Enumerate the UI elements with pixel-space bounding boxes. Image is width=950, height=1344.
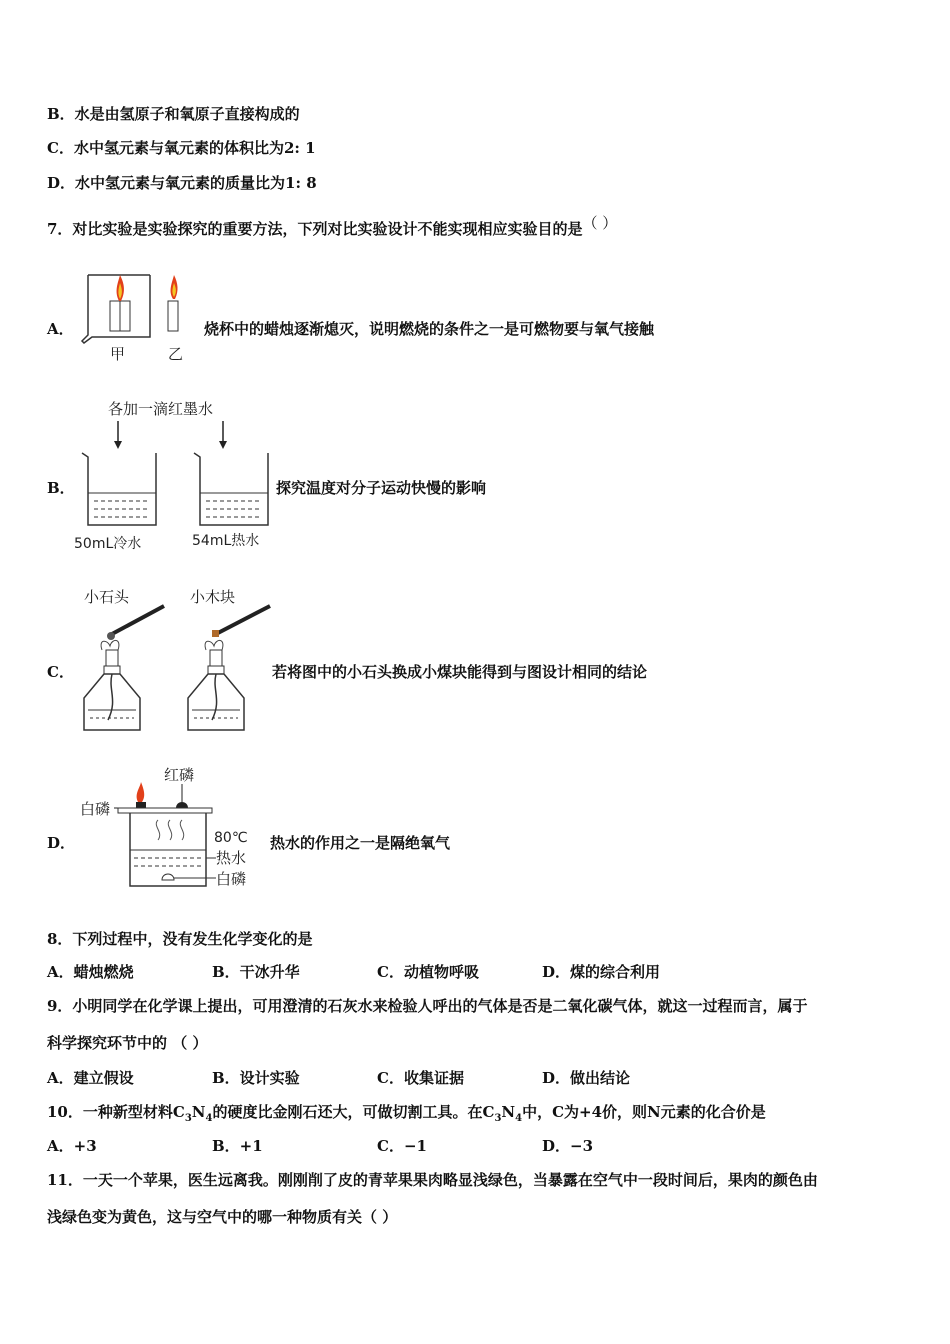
q7-stem-text: 7．对比实验是实验探究的重要方法，下列对比实验设计不能实现相应实验目的是	[47, 220, 583, 238]
q7b-left-caption: 50mL冷水	[74, 536, 142, 552]
q10-n: N	[191, 1103, 206, 1121]
q7d-white-phosphorus-label: 白磷	[80, 800, 111, 818]
q7c-stone-label: 小石头	[84, 588, 130, 606]
q7d-temp-label: 80℃	[214, 830, 248, 846]
q7d-red-phosphorus-label: 红磷	[164, 766, 195, 784]
q10-sub-4b: 4	[515, 1113, 523, 1124]
q8-option-a: A．蜡烛燃烧	[47, 963, 134, 981]
q11-stem-line2: 浅绿色变为黄色，这与空气中的哪一种物质有关（ ）	[47, 1208, 398, 1226]
q9-option-d: D．做出结论	[542, 1069, 631, 1087]
q7c-text: 若将图中的小石头换成小煤块能得到与图设计相同的结论	[272, 663, 648, 681]
q7d-phosphorus-figure	[78, 762, 263, 892]
q7d-text: 热水的作用之一是隔绝氧气	[270, 834, 451, 852]
q10-option-a: A．+3	[47, 1137, 97, 1155]
q6-option-b: B．水是由氢原子和氧原子直接构成的	[47, 105, 300, 123]
q7a-text: 烧杯中的蜡烛逐渐熄灭，说明燃烧的条件之一是可燃物要与氧气接触	[204, 320, 655, 338]
q7c-wood-label: 小木块	[190, 588, 236, 606]
q9-stem-line2: 科学探究环节中的 （ ）	[47, 1034, 208, 1052]
q8-option-d: D．煤的综合利用	[542, 963, 661, 981]
q6-option-d: D．水中氢元素与氧元素的质量比为1: 8	[47, 174, 317, 192]
q8-option-c: C．动植物呼吸	[377, 963, 479, 981]
q10-sub-3: 3	[184, 1113, 192, 1124]
q10-sub-4: 4	[205, 1113, 213, 1124]
q10-stem	[47, 1101, 766, 1124]
q7b-text: 探究温度对分子运动快慢的影响	[276, 479, 487, 497]
q10-stem-c: 中，C为+4价，则N元素的化合价是	[522, 1103, 766, 1121]
q7a-candle-figure	[80, 265, 200, 365]
q7-stem	[47, 214, 618, 239]
q7b-right-caption: 54mL热水	[192, 533, 260, 549]
q10-option-b: B．+1	[212, 1137, 263, 1155]
q6-option-c: C．水中氢元素与氧元素的体积比为2: 1	[47, 139, 316, 157]
q7a-label-jia: 甲	[110, 345, 126, 363]
q7d-label: D．	[47, 834, 76, 852]
q10-sub-3b: 3	[494, 1113, 502, 1124]
q7a-label-yi: 乙	[168, 345, 184, 363]
q7b-top-label: 各加一滴红墨水	[108, 400, 214, 418]
q10-n-b: N	[501, 1103, 516, 1121]
q8-stem: 8．下列过程中，没有发生化学变化的是	[47, 930, 313, 948]
q7d-white-phosphorus-water-label: 白磷	[216, 870, 247, 888]
q7a-label: A．	[47, 320, 74, 338]
q7b-beaker-figure	[70, 395, 270, 555]
q9-option-c: C．收集证据	[377, 1069, 464, 1087]
q7c-label: C．	[47, 663, 74, 681]
q10-stem-b: 的硬度比金刚石还大，可做切割工具。在C	[212, 1103, 495, 1121]
q7b-label: B．	[47, 479, 75, 497]
q10-stem-a: 10．一种新型材料C	[47, 1103, 185, 1121]
q11-stem-line1: 11．一天一个苹果，医生远离我。刚刚削了皮的青苹果果肉略显浅绿色，当暴露在空气中一段时间后，果肉的颜色由	[47, 1171, 818, 1189]
q9-option-a: A．建立假设	[47, 1069, 134, 1087]
q7-answer-paren: （ ）	[582, 214, 618, 232]
q9-stem-line1: 9．小明同学在化学课上提出，可用澄清的石灰水来检验人呼出的气体是否是二氧化碳气体，就这一过程而言，属于	[47, 997, 808, 1015]
q9-option-b: B．设计实验	[212, 1069, 300, 1087]
q10-option-c: C．−1	[377, 1137, 427, 1155]
q7c-alcohol-lamp-figure	[78, 580, 278, 742]
q8-option-b: B．干冰升华	[212, 963, 300, 981]
q7d-hot-water-label: 热水	[216, 849, 247, 867]
q10-option-d: D．−3	[542, 1137, 594, 1155]
